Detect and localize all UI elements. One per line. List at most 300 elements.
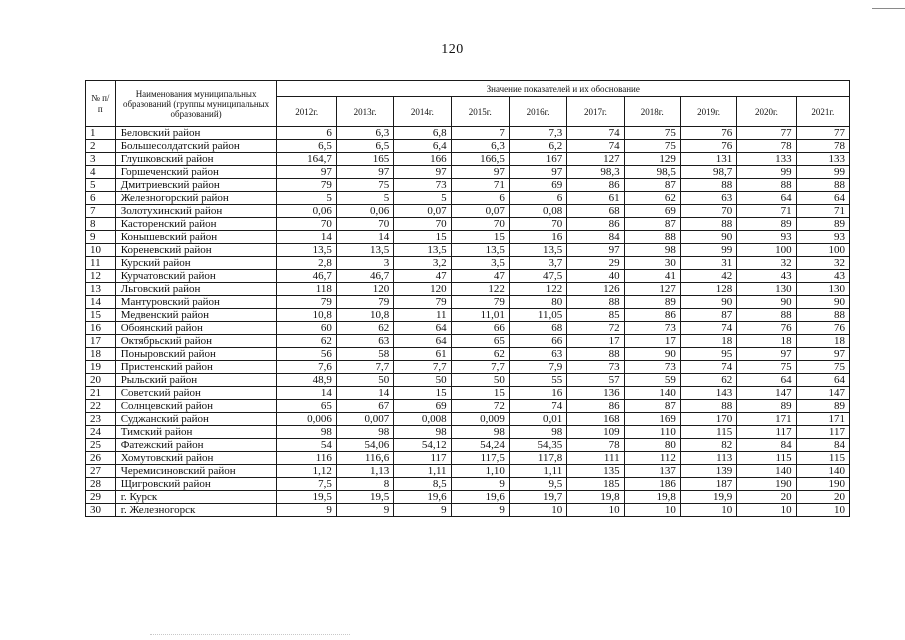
indicator-value: 88 bbox=[624, 231, 680, 244]
indicator-value: 50 bbox=[394, 374, 451, 387]
indicator-value: 100 bbox=[737, 244, 796, 257]
column-header-year: 2017г. bbox=[567, 97, 624, 127]
indicator-value: 19,5 bbox=[336, 491, 393, 504]
indicator-value: 90 bbox=[796, 296, 849, 309]
indicator-value: 60 bbox=[277, 322, 336, 335]
indicator-value: 71 bbox=[737, 205, 796, 218]
indicator-value: 90 bbox=[624, 348, 680, 361]
indicator-value: 87 bbox=[680, 309, 736, 322]
column-header-number: № п/п bbox=[86, 81, 116, 127]
indicator-value: 6,5 bbox=[277, 140, 336, 153]
municipality-name: Беловский район bbox=[115, 127, 277, 140]
indicator-value: 88 bbox=[796, 179, 849, 192]
indicator-value: 75 bbox=[624, 127, 680, 140]
indicator-value: 122 bbox=[509, 283, 566, 296]
indicator-value: 3,5 bbox=[451, 257, 509, 270]
indicator-value: 171 bbox=[737, 413, 796, 426]
indicator-value: 147 bbox=[796, 387, 849, 400]
indicator-value: 88 bbox=[680, 400, 736, 413]
indicator-value: 98,7 bbox=[680, 166, 736, 179]
indicator-value: 64 bbox=[737, 192, 796, 205]
indicator-value: 97 bbox=[451, 166, 509, 179]
indicator-value: 86 bbox=[567, 218, 624, 231]
indicator-value: 97 bbox=[394, 166, 451, 179]
indicator-value: 98 bbox=[509, 426, 566, 439]
indicator-value: 0,07 bbox=[451, 205, 509, 218]
indicator-value: 6,3 bbox=[336, 127, 393, 140]
indicator-value: 98 bbox=[451, 426, 509, 439]
indicator-value: 79 bbox=[451, 296, 509, 309]
indicator-value: 133 bbox=[737, 153, 796, 166]
indicator-value: 116 bbox=[277, 452, 336, 465]
municipality-name: Железногорский район bbox=[115, 192, 277, 205]
indicator-value: 8 bbox=[336, 478, 393, 491]
indicator-value: 76 bbox=[680, 127, 736, 140]
table-row bbox=[86, 413, 850, 426]
indicator-value: 9,5 bbox=[509, 478, 566, 491]
indicator-value: 99 bbox=[680, 244, 736, 257]
indicator-value: 137 bbox=[624, 465, 680, 478]
indicator-value: 19,8 bbox=[624, 491, 680, 504]
indicator-value: 66 bbox=[509, 335, 566, 348]
row-number: 10 bbox=[86, 244, 116, 257]
indicator-value: 57 bbox=[567, 374, 624, 387]
row-number: 11 bbox=[86, 257, 116, 270]
indicator-value: 190 bbox=[796, 478, 849, 491]
indicator-value: 42 bbox=[680, 270, 736, 283]
indicator-value: 118 bbox=[277, 283, 336, 296]
indicator-value: 98,3 bbox=[567, 166, 624, 179]
indicator-value: 64 bbox=[796, 374, 849, 387]
indicator-value: 79 bbox=[394, 296, 451, 309]
indicator-value: 0,01 bbox=[509, 413, 566, 426]
municipality-name: г. Курск bbox=[115, 491, 277, 504]
indicator-value: 75 bbox=[624, 140, 680, 153]
indicator-value: 122 bbox=[451, 283, 509, 296]
indicator-value: 6,3 bbox=[451, 140, 509, 153]
indicator-value: 67 bbox=[336, 400, 393, 413]
table-row bbox=[86, 491, 850, 504]
indicator-value: 70 bbox=[277, 218, 336, 231]
indicator-value: 63 bbox=[509, 348, 566, 361]
indicator-value: 98 bbox=[336, 426, 393, 439]
indicator-value: 13,5 bbox=[336, 244, 393, 257]
indicator-value: 75 bbox=[737, 361, 796, 374]
indicator-value: 69 bbox=[509, 179, 566, 192]
indicator-value: 187 bbox=[680, 478, 736, 491]
indicator-value: 87 bbox=[624, 179, 680, 192]
indicator-value: 2,8 bbox=[277, 257, 336, 270]
indicator-value: 7,7 bbox=[394, 361, 451, 374]
indicator-value: 86 bbox=[567, 400, 624, 413]
indicator-value: 131 bbox=[680, 153, 736, 166]
indicator-value: 135 bbox=[567, 465, 624, 478]
indicator-value: 79 bbox=[336, 296, 393, 309]
indicator-value: 169 bbox=[624, 413, 680, 426]
row-number: 25 bbox=[86, 439, 116, 452]
indicator-value: 74 bbox=[680, 322, 736, 335]
indicator-value: 19,9 bbox=[680, 491, 736, 504]
indicator-value: 89 bbox=[796, 218, 849, 231]
municipality-name: г. Железногорск bbox=[115, 504, 277, 517]
indicator-value: 117 bbox=[737, 426, 796, 439]
indicator-value: 54,24 bbox=[451, 439, 509, 452]
indicator-value: 13,5 bbox=[451, 244, 509, 257]
row-number: 13 bbox=[86, 283, 116, 296]
indicator-value: 88 bbox=[680, 218, 736, 231]
table-row bbox=[86, 166, 850, 179]
indicator-value: 10 bbox=[680, 504, 736, 517]
indicator-value: 88 bbox=[680, 179, 736, 192]
indicator-value: 99 bbox=[737, 166, 796, 179]
table-row bbox=[86, 465, 850, 478]
column-header-municipality: Наименования муниципальных образований (группы муниципальных образований) bbox=[115, 81, 277, 127]
indicator-value: 130 bbox=[796, 283, 849, 296]
municipality-name: Дмитриевский район bbox=[115, 179, 277, 192]
table-row bbox=[86, 179, 850, 192]
indicator-value: 80 bbox=[509, 296, 566, 309]
indicator-value: 46,7 bbox=[277, 270, 336, 283]
municipality-name: Обоянский район bbox=[115, 322, 277, 335]
table-row bbox=[86, 361, 850, 374]
indicator-value: 32 bbox=[737, 257, 796, 270]
municipality-name: Большесолдатский район bbox=[115, 140, 277, 153]
indicator-value: 0,06 bbox=[336, 205, 393, 218]
row-number: 19 bbox=[86, 361, 116, 374]
column-header-year: 2015г. bbox=[451, 97, 509, 127]
indicator-value: 80 bbox=[624, 439, 680, 452]
indicator-value: 11,05 bbox=[509, 309, 566, 322]
indicator-value: 62 bbox=[624, 192, 680, 205]
indicator-value: 7,7 bbox=[336, 361, 393, 374]
indicator-value: 62 bbox=[451, 348, 509, 361]
indicator-value: 84 bbox=[737, 439, 796, 452]
table-row bbox=[86, 296, 850, 309]
indicator-value: 167 bbox=[509, 153, 566, 166]
indicator-value: 64 bbox=[394, 335, 451, 348]
indicator-value: 15 bbox=[451, 387, 509, 400]
indicator-value: 88 bbox=[796, 309, 849, 322]
indicator-value: 15 bbox=[394, 231, 451, 244]
indicator-value: 9 bbox=[451, 478, 509, 491]
indicator-value: 5 bbox=[394, 192, 451, 205]
municipality-name: Кореневский район bbox=[115, 244, 277, 257]
indicator-value: 78 bbox=[737, 140, 796, 153]
indicator-value: 10,8 bbox=[277, 309, 336, 322]
indicator-value: 10 bbox=[624, 504, 680, 517]
indicator-value: 50 bbox=[451, 374, 509, 387]
row-number: 15 bbox=[86, 309, 116, 322]
indicator-value: 166,5 bbox=[451, 153, 509, 166]
indicator-value: 190 bbox=[737, 478, 796, 491]
indicator-value: 10 bbox=[509, 504, 566, 517]
indicator-value: 50 bbox=[336, 374, 393, 387]
row-number: 14 bbox=[86, 296, 116, 309]
table-row bbox=[86, 504, 850, 517]
indicator-value: 14 bbox=[277, 387, 336, 400]
row-number: 4 bbox=[86, 166, 116, 179]
indicator-value: 7,7 bbox=[451, 361, 509, 374]
indicator-value: 71 bbox=[796, 205, 849, 218]
row-number: 12 bbox=[86, 270, 116, 283]
table-row bbox=[86, 192, 850, 205]
municipality-name: Советский район bbox=[115, 387, 277, 400]
indicator-value: 129 bbox=[624, 153, 680, 166]
column-header-year: 2013г. bbox=[336, 97, 393, 127]
indicator-value: 140 bbox=[737, 465, 796, 478]
indicator-value: 70 bbox=[336, 218, 393, 231]
municipality-name: Хомутовский район bbox=[115, 452, 277, 465]
indicator-value: 89 bbox=[624, 296, 680, 309]
indicator-value: 76 bbox=[737, 322, 796, 335]
indicator-value: 87 bbox=[624, 400, 680, 413]
table-row bbox=[86, 205, 850, 218]
table-row bbox=[86, 322, 850, 335]
row-number: 20 bbox=[86, 374, 116, 387]
column-header-year: 2014г. bbox=[394, 97, 451, 127]
indicator-value: 78 bbox=[567, 439, 624, 452]
indicator-value: 89 bbox=[737, 218, 796, 231]
top-edge-rule bbox=[872, 8, 905, 9]
row-number: 7 bbox=[86, 205, 116, 218]
indicator-value: 140 bbox=[624, 387, 680, 400]
municipality-name: Мантуровский район bbox=[115, 296, 277, 309]
indicator-value: 82 bbox=[680, 439, 736, 452]
column-header-year: 2012г. bbox=[277, 97, 336, 127]
indicator-value: 85 bbox=[567, 309, 624, 322]
indicator-value: 120 bbox=[336, 283, 393, 296]
table-row bbox=[86, 270, 850, 283]
indicator-value: 18 bbox=[737, 335, 796, 348]
indicator-value: 62 bbox=[336, 322, 393, 335]
indicator-value: 0,009 bbox=[451, 413, 509, 426]
indicator-value: 97 bbox=[336, 166, 393, 179]
indicator-value: 76 bbox=[796, 322, 849, 335]
indicator-value: 62 bbox=[680, 374, 736, 387]
indicator-value: 73 bbox=[624, 322, 680, 335]
indicator-value: 55 bbox=[509, 374, 566, 387]
municipality-name: Фатежский район bbox=[115, 439, 277, 452]
indicator-value: 185 bbox=[567, 478, 624, 491]
indicator-value: 54,35 bbox=[509, 439, 566, 452]
indicator-value: 99 bbox=[796, 166, 849, 179]
indicator-value: 72 bbox=[567, 322, 624, 335]
row-number: 30 bbox=[86, 504, 116, 517]
row-number: 21 bbox=[86, 387, 116, 400]
indicator-value: 143 bbox=[680, 387, 736, 400]
indicator-value: 100 bbox=[796, 244, 849, 257]
indicator-value: 3,2 bbox=[394, 257, 451, 270]
municipality-name: Курский район bbox=[115, 257, 277, 270]
municipality-name: Черемисиновский район bbox=[115, 465, 277, 478]
indicator-value: 6,4 bbox=[394, 140, 451, 153]
row-number: 23 bbox=[86, 413, 116, 426]
table-row bbox=[86, 335, 850, 348]
indicator-value: 68 bbox=[567, 205, 624, 218]
indicator-value: 7,3 bbox=[509, 127, 566, 140]
indicator-value: 70 bbox=[680, 205, 736, 218]
indicator-value: 89 bbox=[796, 400, 849, 413]
municipality-name: Суджанский район bbox=[115, 413, 277, 426]
indicator-value: 117 bbox=[394, 452, 451, 465]
indicator-value: 98 bbox=[277, 426, 336, 439]
indicator-value: 115 bbox=[680, 426, 736, 439]
column-header-year: 2018г. bbox=[624, 97, 680, 127]
indicator-value: 59 bbox=[624, 374, 680, 387]
row-number: 17 bbox=[86, 335, 116, 348]
indicator-value: 93 bbox=[796, 231, 849, 244]
indicator-value: 6,2 bbox=[509, 140, 566, 153]
indicator-value: 88 bbox=[737, 309, 796, 322]
indicator-value: 78 bbox=[796, 140, 849, 153]
indicator-value: 1,13 bbox=[336, 465, 393, 478]
indicator-value: 130 bbox=[737, 283, 796, 296]
indicator-value: 65 bbox=[451, 335, 509, 348]
indicator-value: 69 bbox=[624, 205, 680, 218]
column-header-values-caption: Значение показателей и их обоснование bbox=[277, 81, 850, 97]
table-row bbox=[86, 218, 850, 231]
indicator-value: 133 bbox=[796, 153, 849, 166]
table-row bbox=[86, 348, 850, 361]
indicator-value: 14 bbox=[336, 231, 393, 244]
indicator-value: 46,7 bbox=[336, 270, 393, 283]
indicator-value: 0,07 bbox=[394, 205, 451, 218]
indicator-value: 10 bbox=[567, 504, 624, 517]
indicator-value: 88 bbox=[567, 348, 624, 361]
table-row bbox=[86, 439, 850, 452]
indicator-value: 89 bbox=[737, 400, 796, 413]
indicator-value: 20 bbox=[737, 491, 796, 504]
municipality-name: Горшеченский район bbox=[115, 166, 277, 179]
indicator-value: 84 bbox=[796, 439, 849, 452]
municipality-name: Золотухинский район bbox=[115, 205, 277, 218]
indicator-value: 13,5 bbox=[394, 244, 451, 257]
indicator-value: 98 bbox=[394, 426, 451, 439]
indicator-value: 117,5 bbox=[451, 452, 509, 465]
indicator-value: 74 bbox=[680, 361, 736, 374]
indicator-value: 73 bbox=[567, 361, 624, 374]
municipality-name: Курчатовский район bbox=[115, 270, 277, 283]
indicator-value: 58 bbox=[336, 348, 393, 361]
indicator-value: 0,08 bbox=[509, 205, 566, 218]
indicator-value: 97 bbox=[509, 166, 566, 179]
indicator-value: 15 bbox=[451, 231, 509, 244]
indicator-value: 88 bbox=[737, 179, 796, 192]
indicator-value: 40 bbox=[567, 270, 624, 283]
indicator-value: 62 bbox=[277, 335, 336, 348]
indicators-table bbox=[85, 80, 850, 517]
indicator-value: 1,12 bbox=[277, 465, 336, 478]
indicator-value: 68 bbox=[509, 322, 566, 335]
column-header-year: 2020г. bbox=[737, 97, 796, 127]
indicator-value: 14 bbox=[277, 231, 336, 244]
indicator-value: 6 bbox=[451, 192, 509, 205]
indicator-value: 61 bbox=[567, 192, 624, 205]
page-number: 120 bbox=[441, 42, 464, 57]
indicator-value: 117,8 bbox=[509, 452, 566, 465]
indicator-value: 19,5 bbox=[277, 491, 336, 504]
indicator-value: 5 bbox=[277, 192, 336, 205]
indicator-value: 32 bbox=[796, 257, 849, 270]
indicator-value: 18 bbox=[796, 335, 849, 348]
indicator-value: 9 bbox=[394, 504, 451, 517]
indicator-value: 19,6 bbox=[394, 491, 451, 504]
table-row bbox=[86, 400, 850, 413]
indicator-value: 147 bbox=[737, 387, 796, 400]
column-header-year: 2019г. bbox=[680, 97, 736, 127]
table-row bbox=[86, 244, 850, 257]
indicator-value: 7 bbox=[451, 127, 509, 140]
indicator-value: 10 bbox=[737, 504, 796, 517]
indicator-value: 0,006 bbox=[277, 413, 336, 426]
indicator-value: 97 bbox=[796, 348, 849, 361]
row-number: 9 bbox=[86, 231, 116, 244]
table-row bbox=[86, 309, 850, 322]
indicator-value: 8,5 bbox=[394, 478, 451, 491]
table-row bbox=[86, 257, 850, 270]
row-number: 6 bbox=[86, 192, 116, 205]
indicator-value: 65 bbox=[277, 400, 336, 413]
indicator-value: 171 bbox=[796, 413, 849, 426]
indicator-value: 47 bbox=[451, 270, 509, 283]
indicator-value: 64 bbox=[394, 322, 451, 335]
indicator-value: 73 bbox=[624, 361, 680, 374]
indicator-value: 7,9 bbox=[509, 361, 566, 374]
row-number: 26 bbox=[86, 452, 116, 465]
indicator-value: 48,9 bbox=[277, 374, 336, 387]
indicator-value: 0,008 bbox=[394, 413, 451, 426]
indicator-value: 11 bbox=[394, 309, 451, 322]
indicator-value: 170 bbox=[680, 413, 736, 426]
indicator-value: 6 bbox=[509, 192, 566, 205]
indicator-value: 19,6 bbox=[451, 491, 509, 504]
indicator-value: 54,06 bbox=[336, 439, 393, 452]
indicator-value: 75 bbox=[336, 179, 393, 192]
municipality-name: Рыльский район bbox=[115, 374, 277, 387]
indicator-value: 116,6 bbox=[336, 452, 393, 465]
indicator-value: 117 bbox=[796, 426, 849, 439]
indicator-value: 19,7 bbox=[509, 491, 566, 504]
table-row bbox=[86, 283, 850, 296]
indicator-value: 168 bbox=[567, 413, 624, 426]
indicator-value: 76 bbox=[680, 140, 736, 153]
municipality-name: Касторенский район bbox=[115, 218, 277, 231]
indicator-value: 6,5 bbox=[336, 140, 393, 153]
indicator-value: 72 bbox=[451, 400, 509, 413]
row-number: 1 bbox=[86, 127, 116, 140]
indicator-value: 3 bbox=[336, 257, 393, 270]
table-row bbox=[86, 127, 850, 140]
indicator-value: 14 bbox=[336, 387, 393, 400]
indicator-value: 10,8 bbox=[336, 309, 393, 322]
indicator-value: 16 bbox=[509, 231, 566, 244]
indicator-value: 139 bbox=[680, 465, 736, 478]
row-number: 29 bbox=[86, 491, 116, 504]
indicator-value: 56 bbox=[277, 348, 336, 361]
indicator-value: 128 bbox=[680, 283, 736, 296]
indicator-value: 87 bbox=[624, 218, 680, 231]
indicator-value: 75 bbox=[796, 361, 849, 374]
indicator-value: 15 bbox=[394, 387, 451, 400]
table-row bbox=[86, 478, 850, 491]
indicator-value: 29 bbox=[567, 257, 624, 270]
municipality-name: Конышевский район bbox=[115, 231, 277, 244]
indicator-value: 18 bbox=[680, 335, 736, 348]
indicator-value: 31 bbox=[680, 257, 736, 270]
table-row bbox=[86, 374, 850, 387]
indicator-value: 166 bbox=[394, 153, 451, 166]
indicator-value: 11,01 bbox=[451, 309, 509, 322]
